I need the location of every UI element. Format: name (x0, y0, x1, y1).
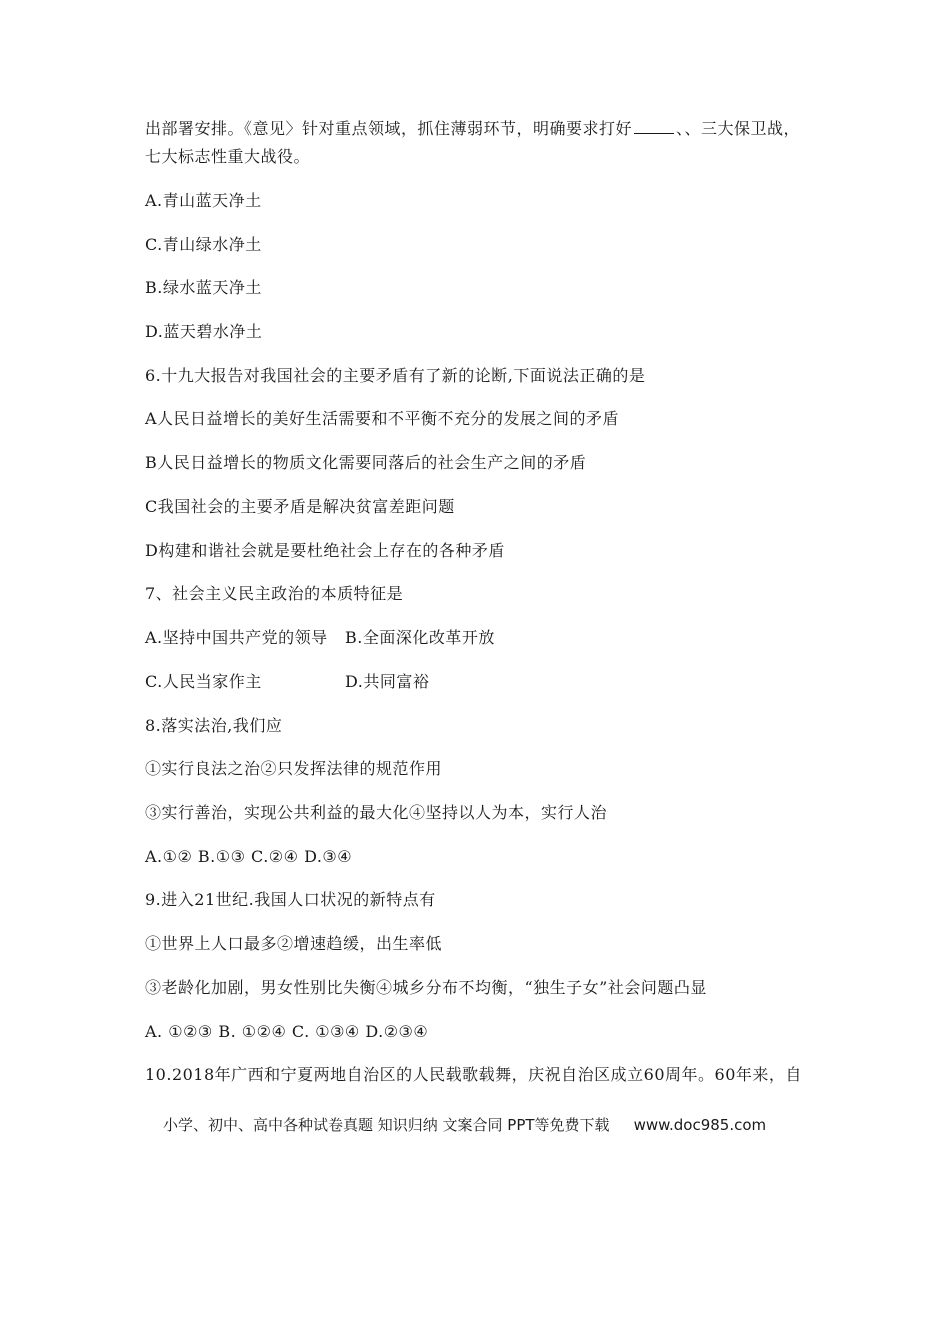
option-c: C.人民当家作主 (145, 672, 262, 691)
statement-line: ③老龄化加剧，男女性别比失衡④城乡分布不均衡，“独生子女”社会问题凸显 (145, 978, 707, 997)
option-d: D构建和谐社会就是要杜绝社会上存在的各种矛盾 (145, 541, 505, 560)
question-10: 10.2018年广西和宁夏两地自治区的人民载歌载舞，庆祝自治区成立60周年。60年来，自 (145, 1065, 802, 1084)
statement-line: ③实行善治，实现公共利益的最大化④坚持以人为本，实行人治 (145, 803, 608, 822)
answer-options: A. ①②③ B. ①②④ C. ①③④ D.②③④ (145, 1022, 429, 1041)
option-d: D.蓝天碧水净土 (145, 322, 263, 341)
option-a: A人民日益增长的美好生活需要和不平衡不充分的发展之间的矛盾 (145, 409, 620, 428)
line-tail: 、、三大保卫战， (676, 119, 801, 138)
statement-line: ①世界上人口最多②增速趋缓，出生率低 (145, 934, 443, 953)
footer-url-link[interactable]: www.doc985.com (633, 1116, 767, 1134)
question-7: 7、社会主义民主政治的本质特征是 (145, 584, 404, 603)
statement-line: ①实行良法之治②只发挥法律的规范作用 (145, 759, 443, 778)
answer-options: A.①② B.①③ C.②④ D.③④ (145, 847, 353, 866)
question-9: 9.进入21世纪.我国人口状况的新特点有 (145, 890, 436, 909)
fill-blank (634, 119, 674, 134)
option-a: A.青山蓝天净土 (145, 191, 262, 210)
option-b: B.绿水蓝天净土 (145, 278, 262, 297)
option-b: B人民日益增长的物质文化需要同落后的社会生产之间的矛盾 (145, 453, 587, 472)
text-line-intro (145, 118, 800, 140)
option-b: B.全面深化改革开放 (345, 628, 495, 647)
options-row-ab (145, 627, 745, 649)
option-c: C.青山绿水净土 (145, 235, 262, 254)
line-text: 出部署安排。《意见〉针对重点领域，抓住薄弱环节，明确要求打好 (145, 119, 633, 138)
question-6: 6.十九大报告对我国社会的主要矛盾有了新的论断,下面说法正确的是 (145, 366, 646, 385)
text-line: 七大标志性重大战役。 (145, 147, 311, 166)
page-footer (163, 1114, 766, 1136)
option-d: D.共同富裕 (345, 672, 430, 691)
option-c: C我国社会的主要矛盾是解决贫富差距问题 (145, 497, 455, 516)
options-row-cd (145, 671, 745, 693)
question-8: 8.落实法治,我们应 (145, 716, 283, 735)
footer-text: 小学、初中、高中各种试卷真题 知识归纳 文案合同 PPT等免费下载 (163, 1116, 610, 1134)
option-a: A.坚持中国共产党的领导 (145, 628, 328, 647)
